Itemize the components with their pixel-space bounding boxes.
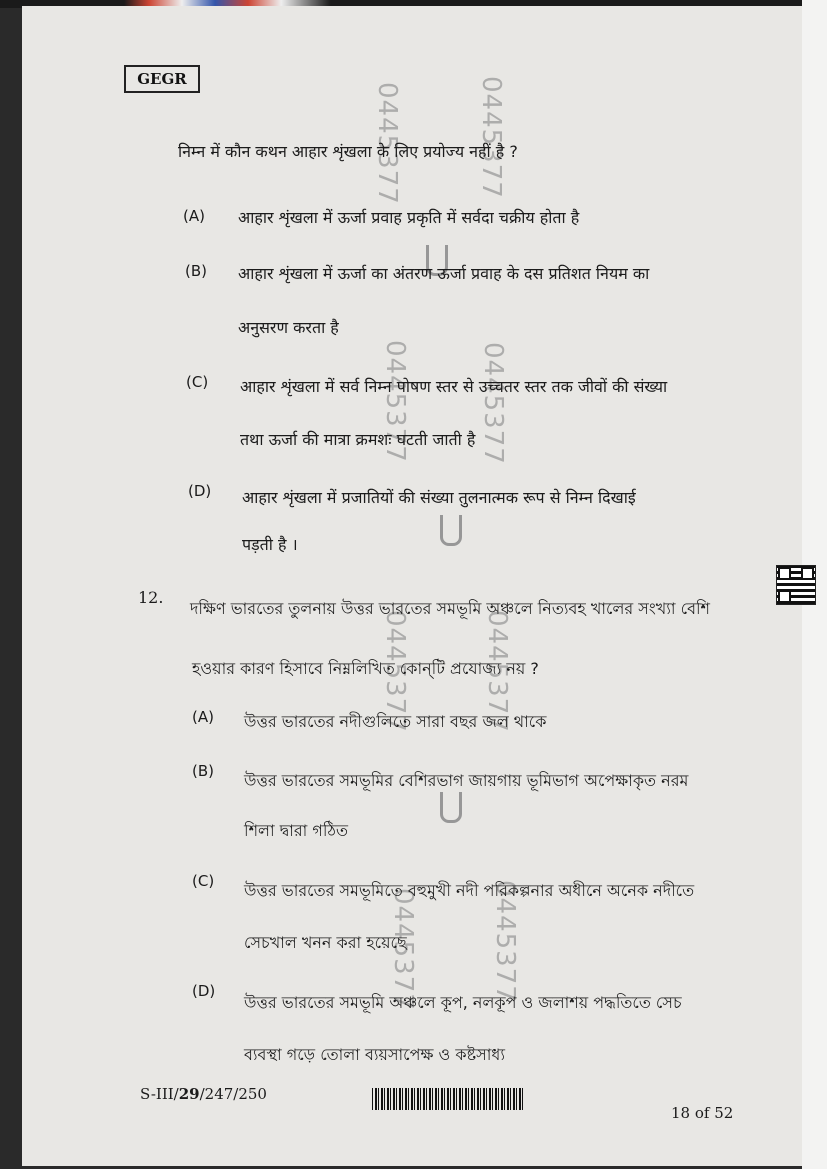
option-text: आहार शृंखला में ऊर्जा का अंतरण ऊर्जा प्रवाह के दस प्रतिशत नियम का [238, 264, 650, 283]
option-label: (A) [183, 207, 205, 225]
qr-finder [778, 590, 791, 603]
paper-code-box: GEGR [124, 65, 200, 93]
option-label: (C) [192, 872, 215, 890]
series-prefix: S-III/ [140, 1085, 179, 1103]
option-text: आहार शृंखला में सर्व निम्न पोषण स्तर से उच्चतर स्तर तक जीवों की संख्या [240, 377, 668, 396]
watermark-id: 0445377 [388, 888, 418, 1011]
question-text: निम्न में कौन कथन आहार शृंखला के लिए प्रयोज्य नहीं है ? [178, 142, 518, 161]
option-text: উত্তর ভারতের সমভূমির বেশিরভাগ জায়গায় ভূমিভাগ অপেক্ষাকৃত নরম [244, 771, 689, 790]
option-label: (B) [192, 762, 214, 780]
option-label: (C) [186, 373, 209, 391]
barcode [372, 1088, 524, 1110]
option-text: तथा ऊर्जा की मात्रा क्रमशः घटती जाती है [240, 430, 476, 449]
option-text: आहार शृंखला में ऊर्जा प्रवाह प्रकृति में सर्वदा चक्रीय होता है [238, 208, 580, 227]
option-label: (A) [192, 708, 214, 726]
series-code [140, 1085, 267, 1103]
series-suffix: /247/250 [199, 1085, 267, 1103]
option-label: (B) [185, 262, 207, 280]
question-text: দক্ষিণ ভারতের তুলনায় উত্তর ভারতের সমভূমি অঞ্চলে নিত্যবহ খালের সংখ্যা বেশি [190, 599, 711, 618]
watermark-id: 0445377 [482, 610, 512, 733]
watermark-u-mark [440, 792, 462, 823]
option-text: সেচখাল খনন করা হয়েছে [244, 933, 407, 952]
watermark-id: 0445377 [476, 76, 506, 199]
watermark-id: 0445377 [372, 82, 402, 205]
option-text: উত্তর ভারতের নদীগুলিতে সারা বছর জল থাকে [244, 712, 547, 731]
option-text: आहार शृंखला में प्रजातियों की संख्या तुलनात्मक रूप से निम्न दिखाई [242, 488, 636, 507]
page-number: 18 of 52 [671, 1104, 734, 1122]
watermark-u-mark [440, 515, 462, 546]
question-number: 12. [138, 588, 164, 607]
qr-finder [801, 567, 814, 580]
option-label: (D) [192, 982, 216, 1000]
watermark-id: 0445377 [380, 340, 410, 463]
option-label: (D) [188, 482, 212, 500]
option-text: अनुसरण करता है [238, 318, 339, 337]
question-text: হওয়ার কারণ হিসাবে নিম্নলিখিত কোন্‌টি প্রযোজ্য নয় ? [192, 659, 539, 678]
option-text: শিলা দ্বারা গঠিত [244, 821, 348, 840]
qr-finder [778, 567, 791, 580]
option-text: উত্তর ভারতের সমভূমি অঞ্চলে কূপ, নলকূপ ও জলাশয় পদ্ধতিতে সেচ [244, 993, 682, 1012]
watermark-id: 0445377 [478, 342, 508, 465]
series-number: 29 [178, 1085, 200, 1103]
option-text: উত্তর ভারতের সমভূমিতে বহুমুখী নদী পরিকল্পনার অধীনে অনেক নদীতে [244, 881, 695, 900]
watermark-id: 0445377 [490, 880, 520, 1003]
qr-code [776, 565, 816, 605]
watermark-id: 0445377 [380, 610, 410, 733]
option-text: ব্যবস্থা গড়ে তোলা ব্যয়সাপেক্ষ ও কষ্টসাধ্য [244, 1045, 505, 1064]
option-text: पड़ती है । [242, 535, 298, 554]
